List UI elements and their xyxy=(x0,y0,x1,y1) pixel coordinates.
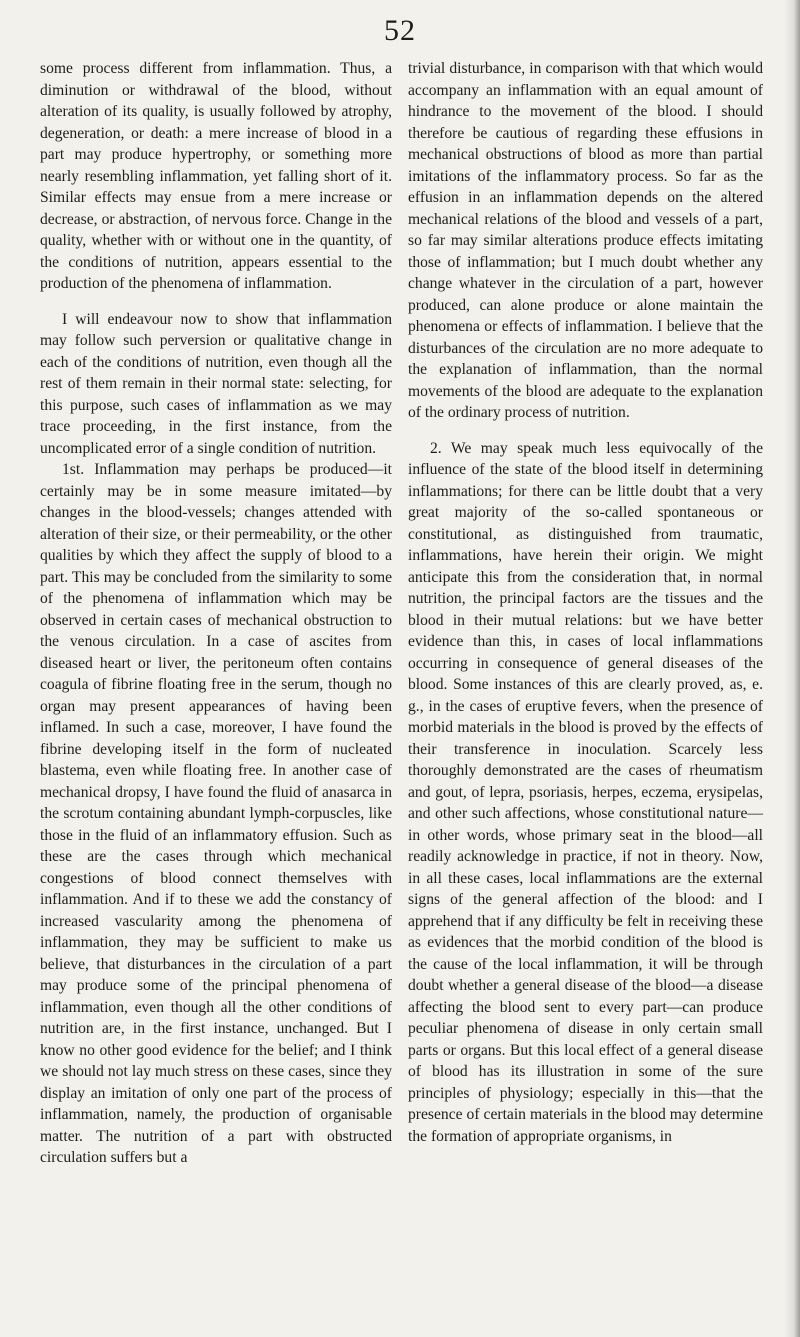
left-column xyxy=(40,58,392,1169)
scan-edge-shadow xyxy=(784,0,800,1337)
paragraph: I will endeavour now to show that inflammation may follow such perversion or qualitative change in each of the conditions of nutrition, even though all the rest of them remain in their normal state: selecting, for this purpose, such cases of inflammation as we may trace proceeding, in the first instance, from the uncomplicated error of a single condition of nutrition. xyxy=(40,310,392,457)
paragraph: 1st. Inflammation may perhaps be produced—it certainly may be in some measure imitated—by changes in the blood-vessels; changes attended with alteration of their size, or their permeability, or the other qualities by which they affect the supply of blood to a part. This may be concluded from the similarity to some of the phenomena of inflammation which may be observed in certain cases of mechanical obstruction to the venous circulation. In a case of ascites from diseased heart or liver, the peritoneum often contains coagula of fibrine floating free in the serum, though no organ may present appearances of having been inflamed. In such a case, moreover, I have found the fibrine developing itself in the form of nucleated blastema, even while floating free. In another case of mechanical dropsy, I have found the fluid of anasarca in the scrotum containing abundant lymph-corpuscles, like those in the fluid of an inflammatory effusion. Such as these are the cases through which mechanical congestions of blood connect themselves with inflammation. And if to these we add the constancy of increased vascularity among the phenomena of inflammation, they may be sufficient to make us believe, that disturbances in the circulation of a part may produce some of the principal phenomena of inflammation, even though all the other conditions of nutrition are, in the first instance, unchanged. But I know no other good evidence for the belief; and I think we should not lay much stress on these cases, since they display an imitation of only one part of the process of inflammation, namely, the production of organisable matter. The nutrition of a part with obstructed circulation suffers but a xyxy=(40,461,392,1166)
paragraph: some process different from inflammation. Thus, a diminution or withdrawal of the blood, without alteration of its quality, is usually followed by atrophy, degeneration, or death: a mere increase of blood in a part may produce hypertrophy, or something more nearly resembling inflammation, yet falling short of it. Similar effects may ensue from a mere increase or decrease, or abstraction, of nervous force. Change in the quality, whether with or without one in the quantity, of the conditions of nutrition, appears essential to the production of the phenomena of inflammation. xyxy=(40,60,392,292)
page-number: 52 xyxy=(384,14,416,47)
right-column xyxy=(408,58,763,1147)
paragraph: trivial disturbance, in comparison with that which would accompany an inflammation with an equal amount of hindrance to the movement of the blood. I should therefore be cautious of regarding these effusions in mechanical obstructions of blood as more than partial imitations of the inflammatory process. So far as the effusion in an inflammation depends on the altered mechanical relations of the blood and vessels of a part, so far may similar alterations produce effects imitating those of inflammation; but I much doubt whether any change whatever in the circulation of a part, however produced, can alone produce or alone maintain the phenomena or effects of inflammation. I believe that the disturbances of the circulation are no more adequate to the explanation of inflammation, than the normal movements of the blood are adequate to the explanation of the ordinary process of nutrition. xyxy=(408,60,763,421)
paragraph: 2. We may speak much less equivocally of the influence of the state of the blood itself in determining inflammations; for there can be little doubt that a very great majority of the so-called spontaneous or constitutional, as distinguished from traumatic, inflammations, have herein their origin. We might anticipate this from the consideration that, in normal nutrition, the principal factors are the tissues and the blood in their mutual relations: but we have better evidence than this, in cases of local inflammations occurring in consequence of general diseases of the blood. Some instances of this are clearly proved, as, e. g., in the cases of eruptive fevers, when the presence of morbid materials in the blood is proved by the effects of their transference in inoculation. Scarcely less thoroughly demonstrated are the cases of rheumatism and gout, of lepra, psoriasis, herpes, eczema, erysipelas, and other such affections, whose constitutional nature—in other words, whose primary seat in the blood—all readily acknowledge in practice, if not in theory. Now, in all these cases, local inflammations are the external signs of the general affection of the blood: and I apprehend that if any difficulty be felt in receiving these as evidences that the morbid condition of the blood is the cause of the local inflammation, it will be through doubt whether a general disease of the blood—a disease affecting the blood sent to every part—can produce peculiar phenomena of disease in only certain small parts or organs. But this local effect of a general disease of blood has its illustration in some of the sure principles of physiology; especially in this—that the presence of certain materials in the blood may determine the formation of appropriate organisms, in xyxy=(408,439,763,1145)
